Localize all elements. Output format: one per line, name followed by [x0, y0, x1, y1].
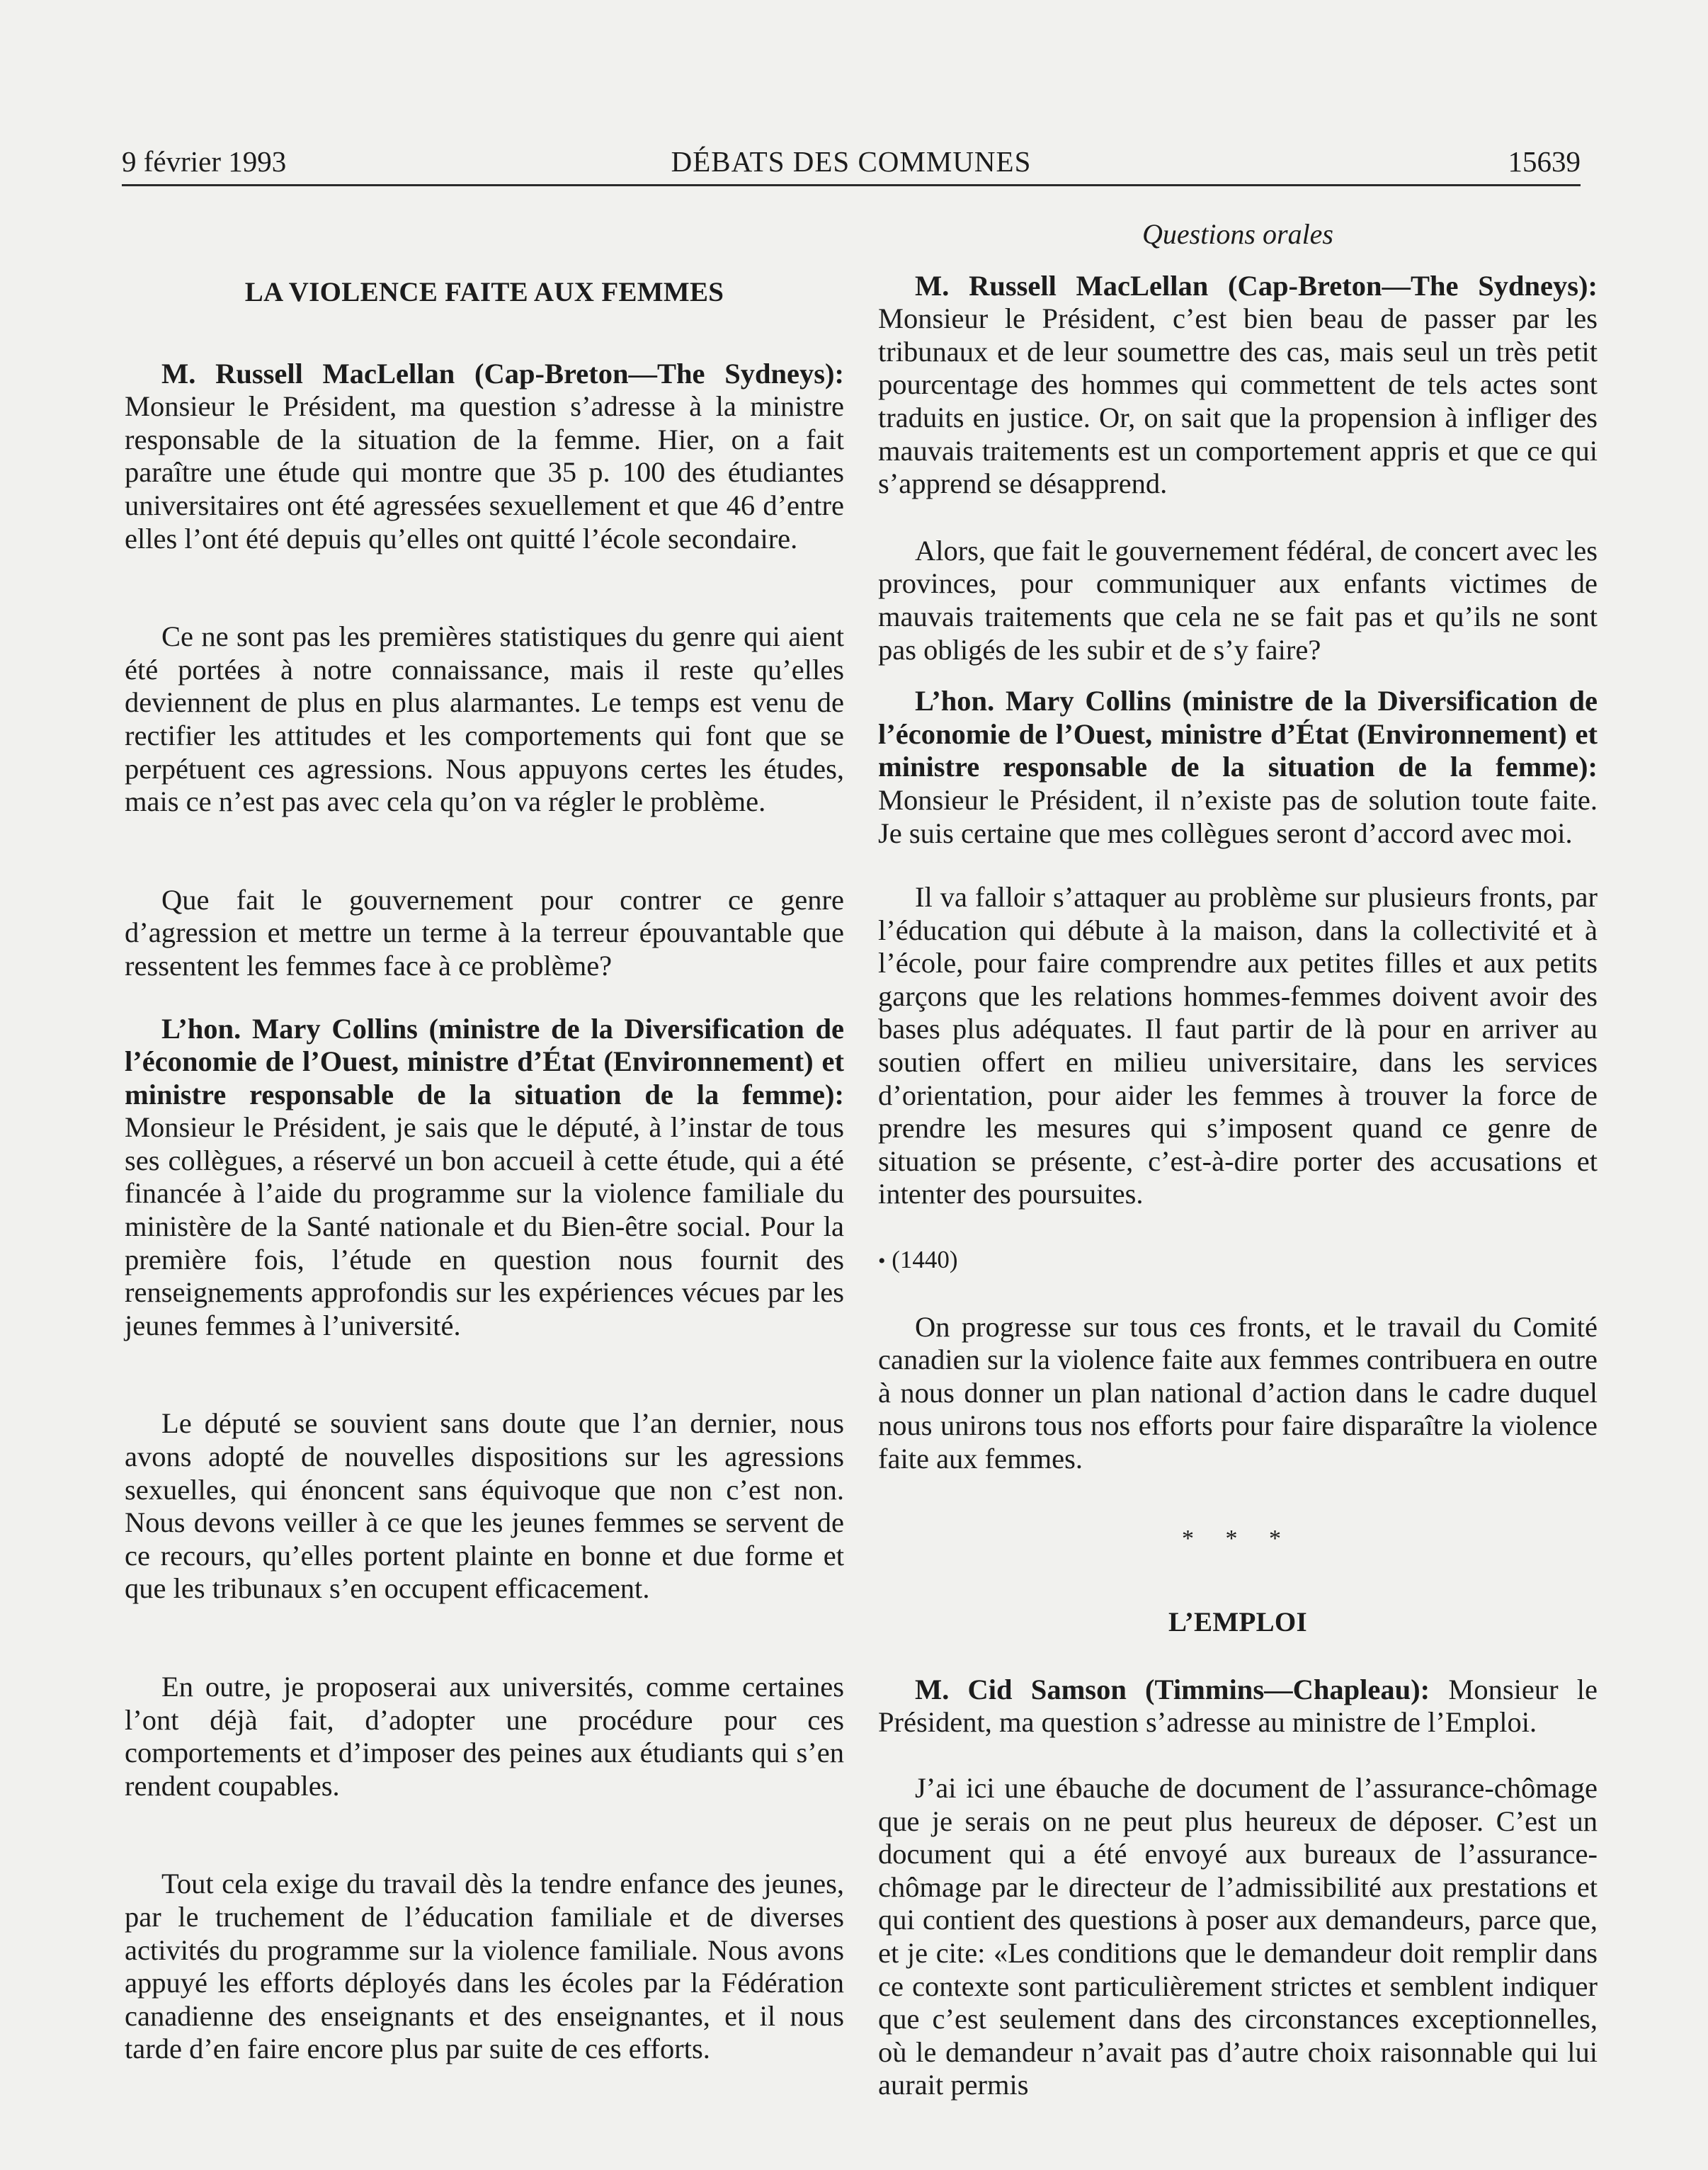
- paragraph: On progresse sur tous ces fronts, et le travail du Comité canadien sur la violence faite aux femmes contribuera en outre à nous donner un plan national d’action dans le cadre duquel nous unirons tous nos efforts pour faire disparaître la violence faite aux femmes.: [878, 1310, 1598, 1475]
- time-marker-text: (1440): [892, 1246, 958, 1274]
- paragraph-text: Monsieur le Président, ma question s’adresse à la ministre responsable de la situation de la femme. Hier, on a fait paraître une étude qui montre que 35 p. 100 des étudiantes universitaires ont été agressées sexuellement et que 46 d’entre elles l’ont été depuis qu’elles ont quitté l’école secondaire.: [125, 390, 844, 555]
- paragraph: Alors, que fait le gouvernement fédéral, de concert avec les provinces, pour communiquer aux enfants victimes de mauvais traitements que cela ne se fait pas et qu’ils ne sont pas obligés de les subir et de s’y faire?: [878, 534, 1598, 666]
- left-column: [125, 212, 844, 2066]
- speaker-name: M. Russell MacLellan (Cap-Breton—The Sydneys):: [161, 357, 844, 390]
- paragraph: Ce ne sont pas les premières statistiques du genre qui aient été portées à notre connaissance, mais il reste qu’elles deviennent de plus en plus alarmantes. Le temps est venu de rectifier les attitudes et les comportements qui font que se perpétuent ces agressions. Nous appuyons certes les études, mais ce n’est pas avec cela qu’on va régler le problème.: [125, 620, 844, 818]
- separator-stars: * * *: [1182, 1525, 1294, 1552]
- running-header: [122, 139, 1581, 186]
- paragraph-text: Monsieur le Président, il n’existe pas de solution toute faite. Je suis certaine que mes collègues seront d’accord avec moi.: [878, 783, 1598, 849]
- paragraph-text: Monsieur le Président, je sais que le député, à l’instar de tous ses collègues, a réservé un bon accueil à cette étude, qui a été financée à l’aide du programme sur la violence familiale du ministère de la Santé nationale et du Bien-être social. Pour la première fois, l’étude en question nous fournit des renseignements approfondis sur les expériences vécues par les jeunes femmes à l’université.: [125, 1111, 844, 1341]
- section-label: Questions orales: [1142, 218, 1333, 250]
- section-heading-emploi: L’EMPLOI: [1168, 1607, 1307, 1638]
- paragraph: Tout cela exige du travail dès la tendre enfance des jeunes, par le truchement de l’éducation familiale et de diverses activités du programme sur la violence familiale. Nous avons appuyé les efforts déployés dans les écoles par la Fédération canadienne des enseignants et des enseignantes, et il nous tarde d’en faire encore plus par suite de ces efforts.: [125, 1868, 844, 2065]
- paragraph: [125, 1013, 844, 1343]
- speaker-name: M. Russell MacLellan (Cap-Breton—The Sydneys):: [915, 269, 1598, 302]
- paragraph: En outre, je proposerai aux universités, comme certaines l’ont déjà fait, d’adopter une procédure pour ces comportements et d’imposer des peines aux étudiants qui s’en rendent coupables.: [125, 1671, 844, 1802]
- speaker-name: L’hon. Mary Collins (ministre de la Diversification de l’économie de l’Ouest, ministre d’État (Environnement) et ministre responsable de la situation de la femme):: [878, 685, 1598, 783]
- paragraph: [878, 270, 1598, 501]
- bullet-icon: •: [878, 1249, 886, 1273]
- page-number: 15639: [1508, 145, 1581, 178]
- time-marker: [878, 1244, 1598, 1278]
- header-title: DÉBATS DES COMMUNES: [671, 145, 1032, 178]
- paragraph: Il va falloir s’attaquer au problème sur plusieurs fronts, par l’éducation qui débute à la maison, dans la collectivité et à l’école, pour faire comprendre aux petites filles et aux petits garçons que les relations hommes-femmes doivent avoir des bases plus adéquates. Il faut partir de là pour en arriver au soutien offert en milieu universitaire, dans les services d’orientation, pour aider les femmes à trouver la force de prendre les mesures qui s’imposent quand ce genre de situation se présente, c’est-à-dire porter des accusations et intenter des poursuites.: [878, 881, 1598, 1210]
- paragraph-text: Monsieur le Président, c’est bien beau de passer par les tribunaux et de leur soumettre des cas, mais seul un très petit pourcentage des hommes qui commettent de tels actes sont traduits en justice. Or, on sait que la propension à infliger des mauvais traitements est un comportement appris et que ce qui s’apprend se désapprend.: [878, 302, 1598, 500]
- section-heading-violence: LA VIOLENCE FAITE AUX FEMMES: [244, 277, 724, 307]
- paragraph: [878, 1674, 1598, 1739]
- paragraph: [125, 358, 844, 556]
- header-date: 9 février 1993: [122, 145, 287, 178]
- paragraph-text: Monsieur le Président, ma question s’adresse au ministre de l’Emploi.: [878, 1673, 1598, 1739]
- paragraph: Le député se souvient sans doute que l’an dernier, nous avons adopté de nouvelles dispositions sur les agressions sexuelles, qui énoncent sans équivoque que non c’est non. Nous devons veiller à ce que les jeunes femmes se servent de ce recours, qu’elles portent plainte en bonne et due forme et que les tribunaux s’en occupent efficacement.: [125, 1407, 844, 1605]
- paragraph: Que fait le gouvernement pour contrer ce genre d’agression et mettre un terme à la terreur épouvantable que ressentent les femmes face à ce problème?: [125, 883, 844, 982]
- paragraph: J’ai ici une ébauche de document de l’assurance-chômage que je serais on ne peut plus heureux de déposer. C’est un document qui a été envoyé aux bureaux de l’assurance-chômage par le directeur de l’admissibilité aux prestations et qui contient des questions à poser aux demandeurs, parce que, et je cite: «Les conditions que le demandeur doit remplir dans ce contexte sont particulièrement strictes et semblent indiquer que c’est seulement dans des circonstances exceptionnelles, où le demandeur n’avait pas d’autre choix raisonnable qui lui aurait permis: [878, 1771, 1598, 2101]
- speaker-name: L’hon. Mary Collins (ministre de la Diversification de l’économie de l’Ouest, ministre d’État (Environnement) et ministre responsable de la situation de la femme):: [125, 1012, 844, 1110]
- speaker-name: M. Cid Samson (Timmins—Chapleau):: [915, 1673, 1430, 1705]
- paragraph: [878, 685, 1598, 850]
- right-column: [878, 212, 1598, 2102]
